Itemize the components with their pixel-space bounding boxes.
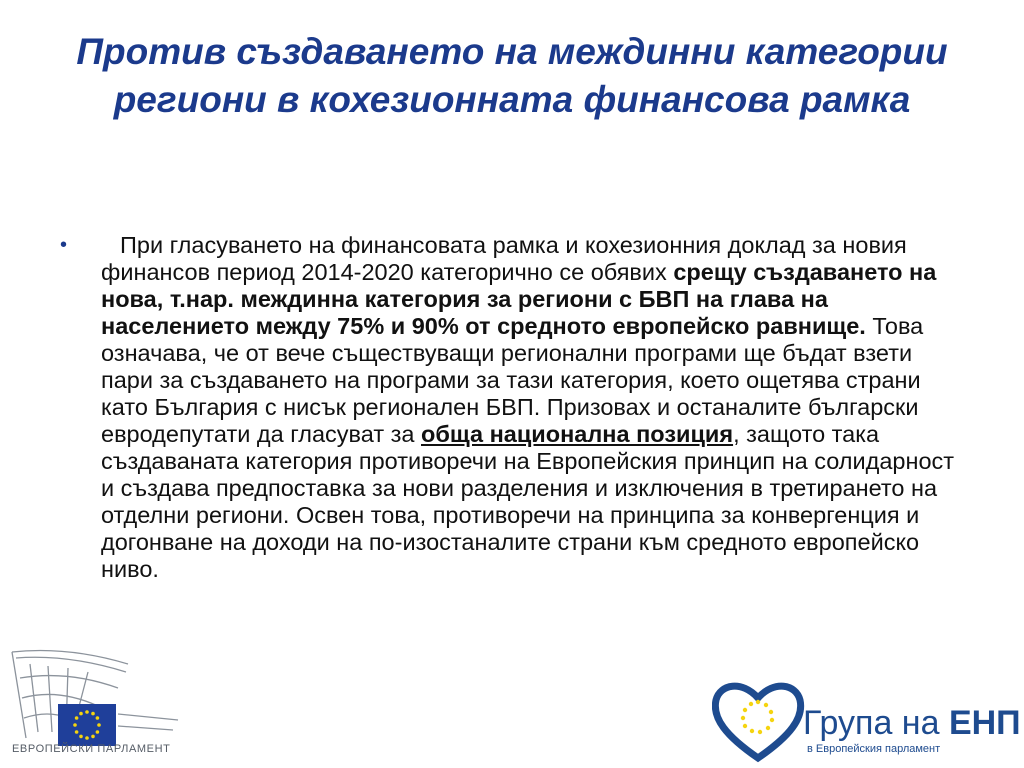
epp-name-regular: Група на	[803, 704, 949, 742]
slide-title: Против създаването на междинни категории региони в кохезионната финансова рамка	[76, 31, 948, 120]
ep-caption: ЕВРОПЕЙСКИ ПАРЛАМЕНТ	[12, 743, 171, 755]
paragraph-bold-statement: срещу създаването на нова, т.нар. междинна категория за региони с БВП на глава на населението между 75% и 90% от средното европейско равнище.	[101, 259, 937, 339]
eu-flag-icon	[58, 704, 116, 746]
epp-group-name	[803, 704, 1021, 743]
bullet-paragraph	[101, 232, 970, 583]
epp-name-bold: ЕНП	[948, 704, 1021, 742]
paragraph-part-3: Това означава, че от вече съществуващи регионални програми ще бъдат взети пари за създаването на програми за тази категория, което ощетява страни като България с нисък регионален БВП. Призовах и останалите български евродепутати да гласуват за	[101, 313, 924, 447]
national-position-emphasis: обща национална позиция	[421, 421, 734, 447]
epp-heart-icon	[715, 686, 800, 758]
bullet-item	[60, 232, 970, 583]
epp-subtitle: в Европейския парламент	[807, 743, 941, 755]
bullet-marker: •	[60, 234, 68, 256]
paragraph-part-5: , защото така създаваната категория противоречи на Европейския принцип на солидарност и създава предпоставка за нови разделения и изключения в третирането на отделни региони. Освен това, противоречи на принципа за конвергенция и догонване на доходи на по-изостаналите страни към средното европейско ниво.	[101, 421, 955, 582]
paragraph-part-1: При гласуването на финансовата рамка и кохезионния доклад за новия финансов период 2014-2020 категорично се обявих	[101, 232, 907, 285]
